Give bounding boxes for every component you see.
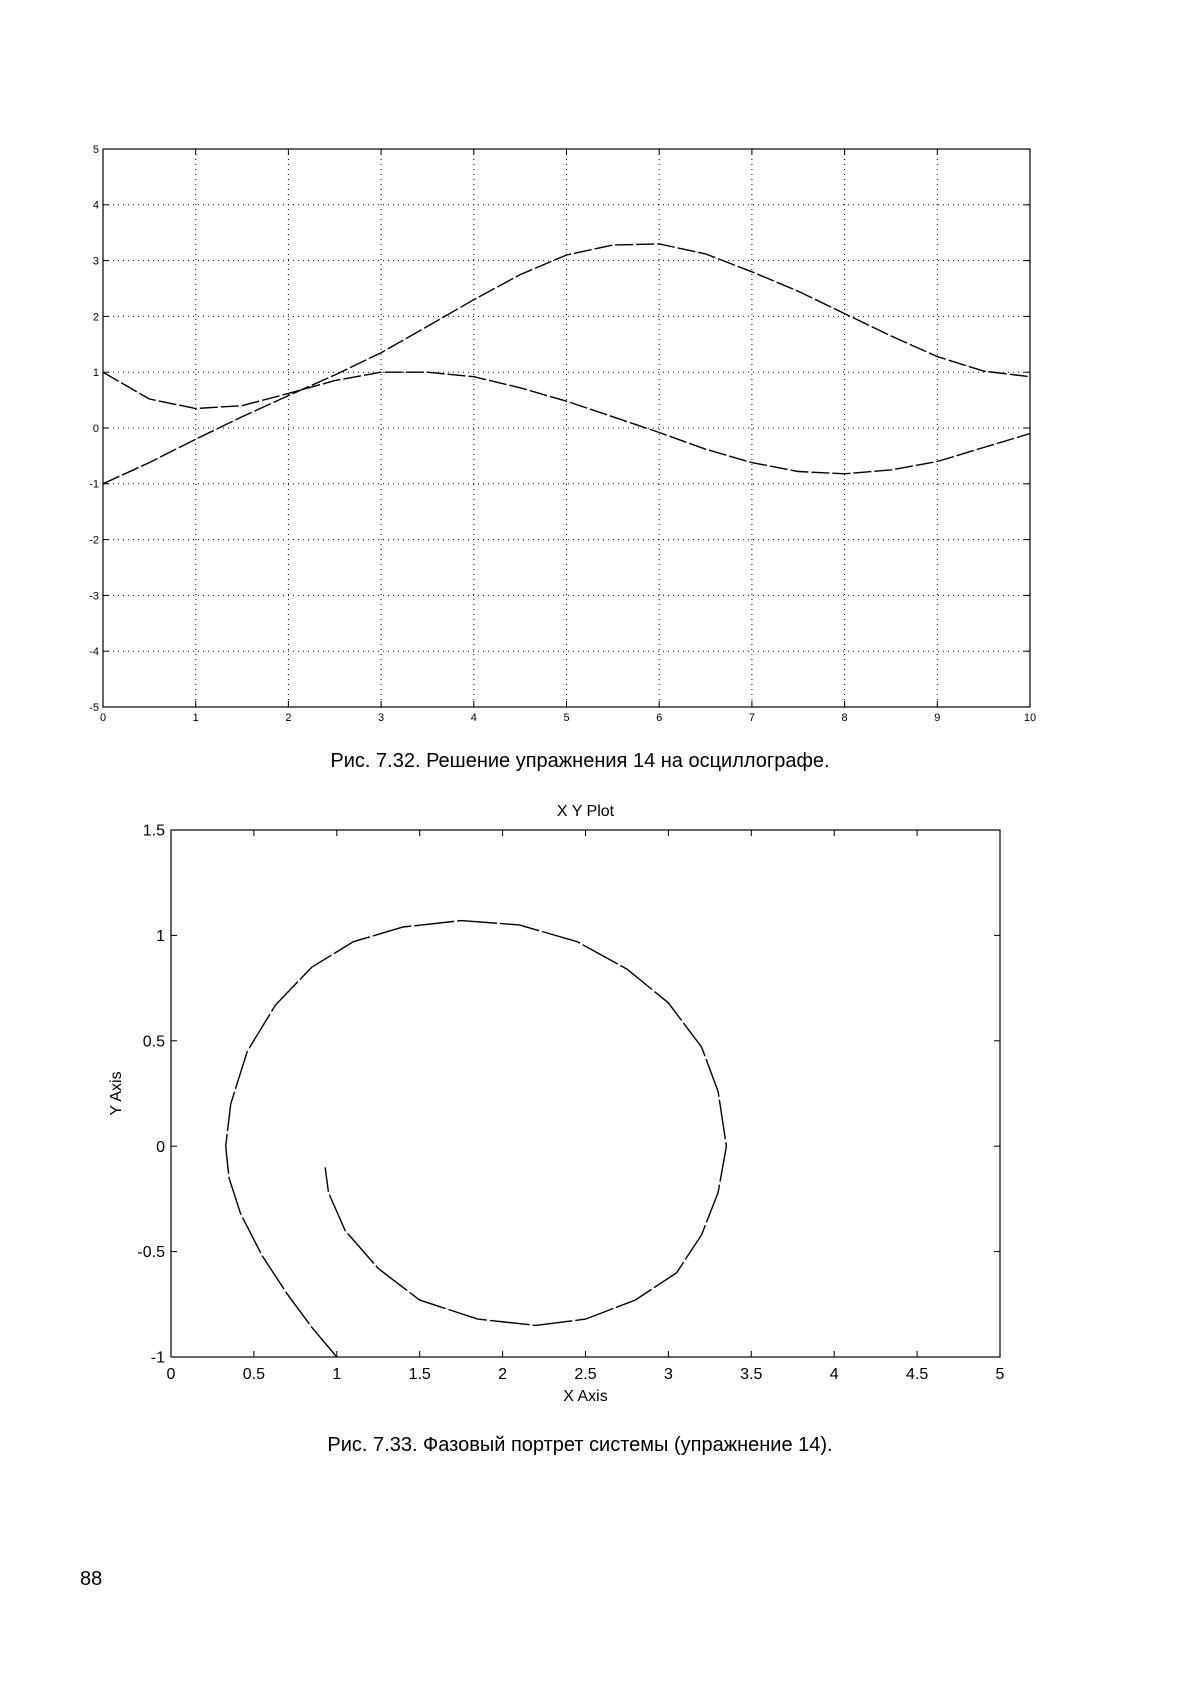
x-tick-label: 5 bbox=[563, 712, 570, 724]
x-tick-label: 5 bbox=[995, 1366, 1005, 1383]
y-tick-label: -0.5 bbox=[137, 1244, 165, 1262]
x-tick-label: 2 bbox=[498, 1366, 508, 1383]
x-tick-label: 4.5 bbox=[905, 1366, 929, 1383]
x-tick-label: 0 bbox=[99, 712, 107, 724]
x-tick-label: 0 bbox=[166, 1366, 176, 1383]
y-tick-label: -1 bbox=[89, 478, 99, 491]
x-tick-label: 10 bbox=[1023, 712, 1037, 724]
x-tick-label: 2 bbox=[285, 712, 292, 724]
y-axis-label: Y Axis bbox=[108, 1071, 125, 1116]
x-tick-label: 1 bbox=[192, 712, 199, 724]
y-tick-label: -2 bbox=[89, 534, 99, 547]
y-tick-label: 1 bbox=[92, 367, 99, 380]
x-axis-label: X Axis bbox=[563, 1388, 608, 1405]
x-tick-label: 9 bbox=[934, 712, 941, 724]
y-tick-label: 3 bbox=[92, 255, 99, 268]
x-tick-label: 1.5 bbox=[408, 1366, 431, 1383]
x-tick-label: 4 bbox=[470, 712, 477, 724]
y-tick-label: -3 bbox=[89, 590, 99, 603]
y-tick-label: -1 bbox=[150, 1349, 165, 1367]
y-tick-label: 0.5 bbox=[142, 1033, 165, 1051]
y-tick-label: 4 bbox=[92, 199, 99, 212]
figure-1-caption: Рис. 7.32. Решение упражнения 14 на осциллографе. bbox=[330, 750, 830, 772]
x-tick-label: 1 bbox=[332, 1366, 342, 1383]
plot-frame bbox=[171, 830, 1000, 1357]
chart-title: X Y Plot bbox=[556, 803, 615, 820]
y-tick-label: 1 bbox=[156, 928, 165, 945]
y-tick-label: 0 bbox=[92, 422, 99, 435]
y-tick-label: -4 bbox=[89, 646, 99, 659]
x-tick-label: 3 bbox=[663, 1366, 673, 1383]
figure-2-caption: Рис. 7.33. Фазовый портрет системы (упражнение 14). bbox=[327, 1434, 833, 1456]
x-tick-label: 7 bbox=[748, 712, 755, 724]
x-tick-label: 8 bbox=[841, 712, 848, 724]
y-tick-label: 2 bbox=[92, 311, 99, 324]
y-tick-label: 5 bbox=[92, 143, 99, 156]
x-tick-label: 3.5 bbox=[740, 1366, 763, 1383]
x-tick-label: 4 bbox=[829, 1366, 839, 1383]
y-tick-label: 0 bbox=[156, 1138, 165, 1156]
x-tick-label: 2.5 bbox=[574, 1366, 597, 1383]
y-tick-label: -5 bbox=[89, 701, 99, 714]
x-tick-label: 3 bbox=[378, 712, 385, 724]
series-line-phase-trajectory bbox=[226, 921, 727, 1357]
page-number: 88 bbox=[80, 1568, 103, 1590]
y-tick-label: 1.5 bbox=[142, 822, 165, 840]
x-tick-label: 0.5 bbox=[242, 1366, 266, 1383]
x-tick-label: 6 bbox=[656, 712, 663, 724]
